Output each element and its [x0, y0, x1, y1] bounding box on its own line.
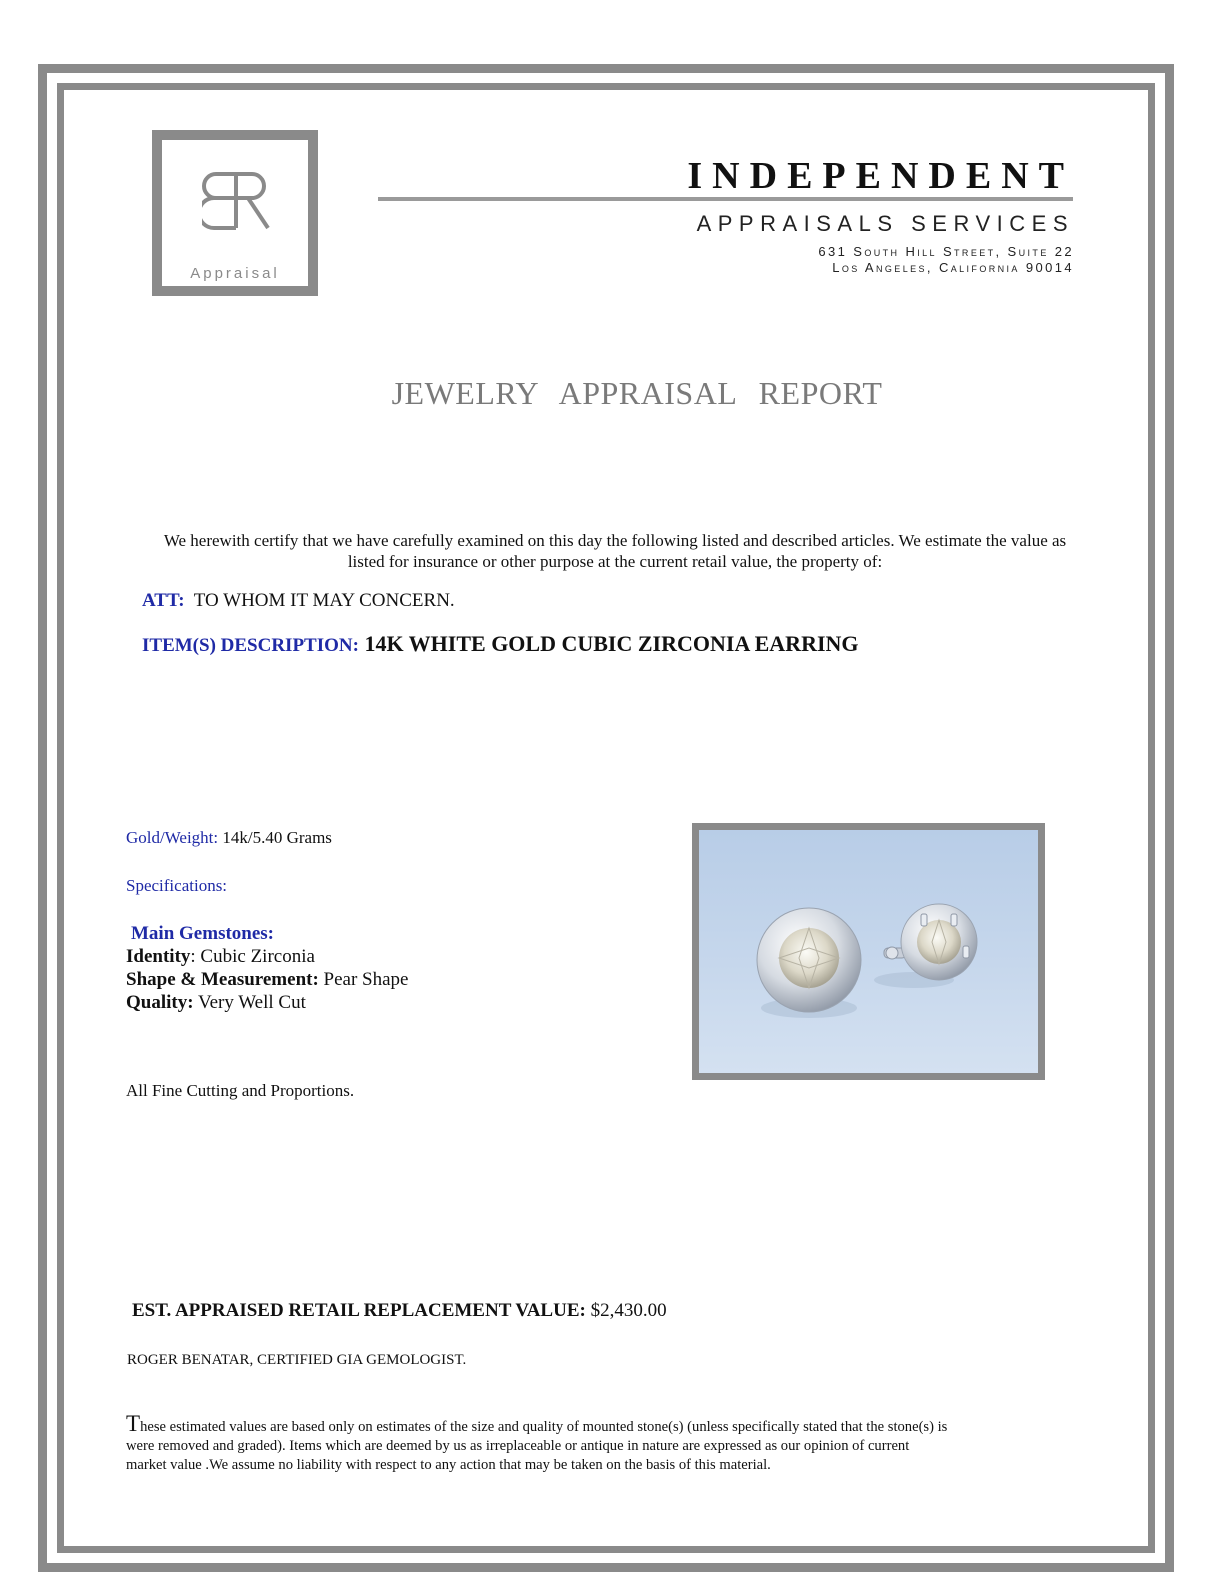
disclaimer-text [126, 1411, 1036, 1475]
disclaimer-drop-cap: T [126, 1411, 141, 1436]
certify-line-2: listed for insurance or other purpose at the current retail value, the property of: [347, 552, 883, 571]
appraisal-logo [152, 130, 318, 296]
earring-illustration [699, 830, 1038, 1073]
gold-weight-value: 14k/5.40 Grams [222, 828, 332, 847]
quality-label: Quality: [126, 992, 194, 1013]
item-label: ITEM(S) DESCRIPTION: [142, 635, 359, 656]
disclaimer-line-1 [126, 1411, 1036, 1437]
address-line-1: 631 South Hill Street, Suite 22 [818, 244, 1074, 259]
header-rule [378, 197, 1073, 201]
logo-label: Appraisal [190, 265, 280, 282]
fine-cutting-note: All Fine Cutting and Proportions. [126, 1081, 355, 1100]
appraised-value-amount: $2,430.00 [590, 1300, 667, 1321]
att-value: TO WHOM IT MAY CONCERN. [193, 590, 455, 611]
disclaimer-line-2: were removed and graded). Items which are deemed by us as irreplaceable or antique in nature are expressed as our opinion of current [126, 1438, 910, 1454]
shape-value: Pear Shape [323, 969, 409, 990]
main-gemstones-title: Main Gemstones: [131, 923, 275, 944]
page-border-inner [57, 83, 1155, 1553]
company-subtitle: APPRAISALS SERVICES [696, 211, 1074, 236]
identity-label: Identity [126, 946, 191, 967]
item-value: 14K WHITE GOLD CUBIC ZIRCONIA EARRING [364, 631, 859, 656]
address-line-2: Los Angeles, California 90014 [832, 260, 1074, 275]
br-logo-mark [202, 170, 272, 232]
certification-text [128, 530, 1102, 572]
appraised-value-line [132, 1300, 667, 1322]
gold-weight-label: Gold/Weight: [126, 828, 219, 847]
identity-line [126, 946, 315, 968]
earring-photo [692, 823, 1045, 1080]
disclaimer-line-3: market value .We assume no liability with respect to any action that may be taken on the basis of this material. [126, 1457, 771, 1473]
att-line [142, 590, 455, 612]
certify-line-1: We herewith certify that we have carefully examined on this day the following listed and described articles. We estimate the value as [163, 531, 1067, 550]
specifications-label: Specifications: [126, 876, 228, 895]
att-label: ATT: [142, 590, 185, 611]
gold-weight [126, 828, 332, 848]
item-description [142, 631, 859, 657]
shape-label: Shape & Measurement: [126, 969, 319, 990]
gemologist-signature-line: ROGER BENATAR, CERTIFIED GIA GEMOLOGIST. [127, 1352, 467, 1368]
appraised-value-label: EST. APPRAISED RETAIL REPLACEMENT VALUE: [132, 1300, 586, 1321]
quality-line [126, 992, 306, 1014]
quality-value: Very Well Cut [197, 992, 306, 1013]
company-name: INDEPENDENT [687, 155, 1074, 197]
identity-value: : Cubic Zirconia [190, 946, 315, 967]
report-title: JEWELRY APPRAISAL REPORT [391, 375, 883, 411]
shape-line [126, 969, 409, 991]
disclaimer-line-1-rest: hese estimated values are based only on estimates of the size and quality of mounted stone(s) (unless specifically stated that the stone(s) is [140, 1419, 948, 1435]
